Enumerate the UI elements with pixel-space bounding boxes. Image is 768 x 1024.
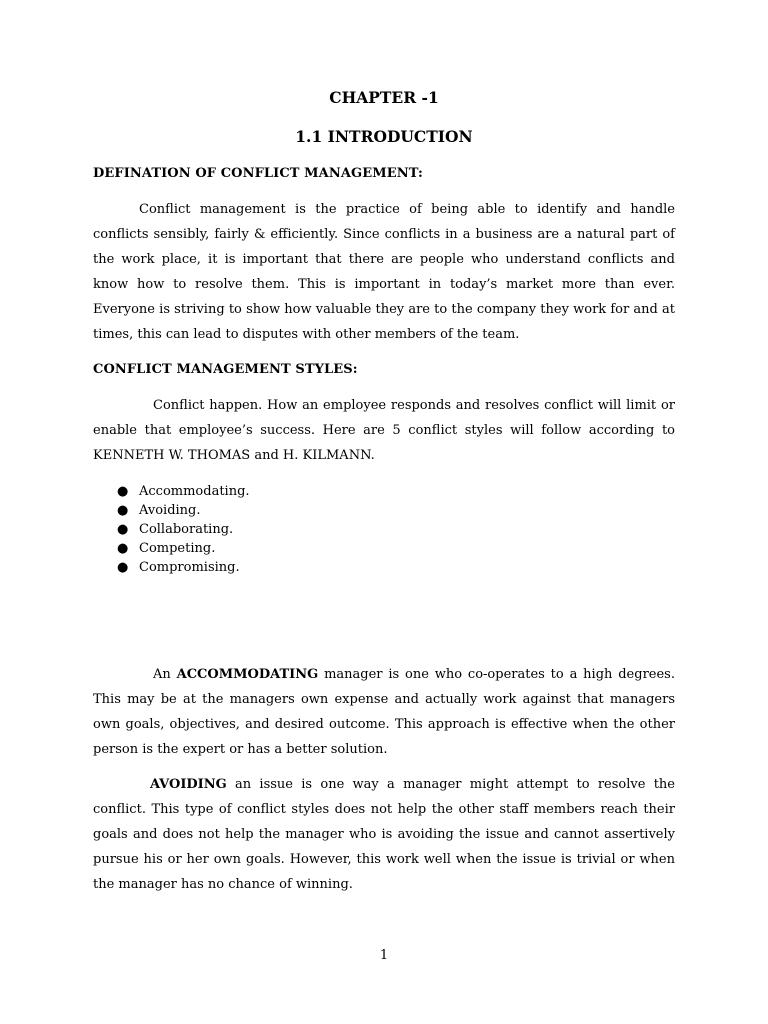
bullet-icon: ● (117, 484, 129, 499)
accommodating-lead: An (153, 667, 177, 682)
definition-heading: DEFINATION OF CONFLICT MANAGEMENT: (93, 166, 423, 181)
styles-list (93, 482, 250, 577)
styles-text: Conflict happen. How an employee responds and resolves conflict will limit or enable that employee’s success. Here are 5 conflict styles will follow according to KENNETH W. THOMAS and H. KILMANN. (93, 398, 675, 463)
list-item (93, 482, 250, 501)
definition-paragraph (93, 197, 675, 347)
list-item (93, 520, 250, 539)
avoiding-paragraph (93, 772, 675, 897)
list-item (93, 539, 250, 558)
avoiding-text: an issue is one way a manager might attempt to resolve the conflict. This type of conflict styles does not help the other staff members reach their goals and does not help the manager who is avoiding the issue and cannot assertively pursue his or her own goals. However, this work well when the issue is trivial or when the manager has no chance of winning. (93, 777, 675, 892)
list-item-label: Accommodating. (139, 484, 250, 499)
chapter-title: CHAPTER -1 (329, 88, 439, 107)
page-number: 1 (379, 948, 389, 963)
accommodating-term: ACCOMMODATING (176, 667, 319, 682)
bullet-icon: ● (117, 560, 129, 575)
bullet-icon: ● (117, 503, 129, 518)
section-title: 1.1 INTRODUCTION (295, 127, 473, 146)
list-item (93, 558, 250, 577)
list-item-label: Compromising. (139, 560, 240, 575)
accommodating-paragraph (93, 662, 675, 762)
avoiding-term: AVOIDING (150, 777, 227, 792)
bullet-icon: ● (117, 522, 129, 537)
bullet-icon: ● (117, 541, 129, 556)
list-item (93, 501, 250, 520)
list-item-label: Competing. (139, 541, 216, 556)
list-item-label: Avoiding. (139, 503, 201, 518)
accommodating-text: manager is one who co-operates to a high degrees. This may be at the managers own expense and actually work against that managers own goals, objectives, and desired outcome. This approach is effective when the other person is the expert or has a better solution. (93, 667, 675, 757)
list-item-label: Collaborating. (139, 522, 234, 537)
styles-heading: CONFLICT MANAGEMENT STYLES: (93, 362, 358, 377)
styles-paragraph (93, 393, 675, 468)
definition-text: Conflict management is the practice of being able to identify and handle conflicts sensibly, fairly & efficiently. Since conflicts in a business are a natural part of the work place, it is important that there are people who understand conflicts and know how to resolve them. This is important in today’s market more than ever. Everyone is striving to show how valuable they are to the company they work for and at times, this can lead to disputes with other members of the team. (93, 202, 675, 342)
